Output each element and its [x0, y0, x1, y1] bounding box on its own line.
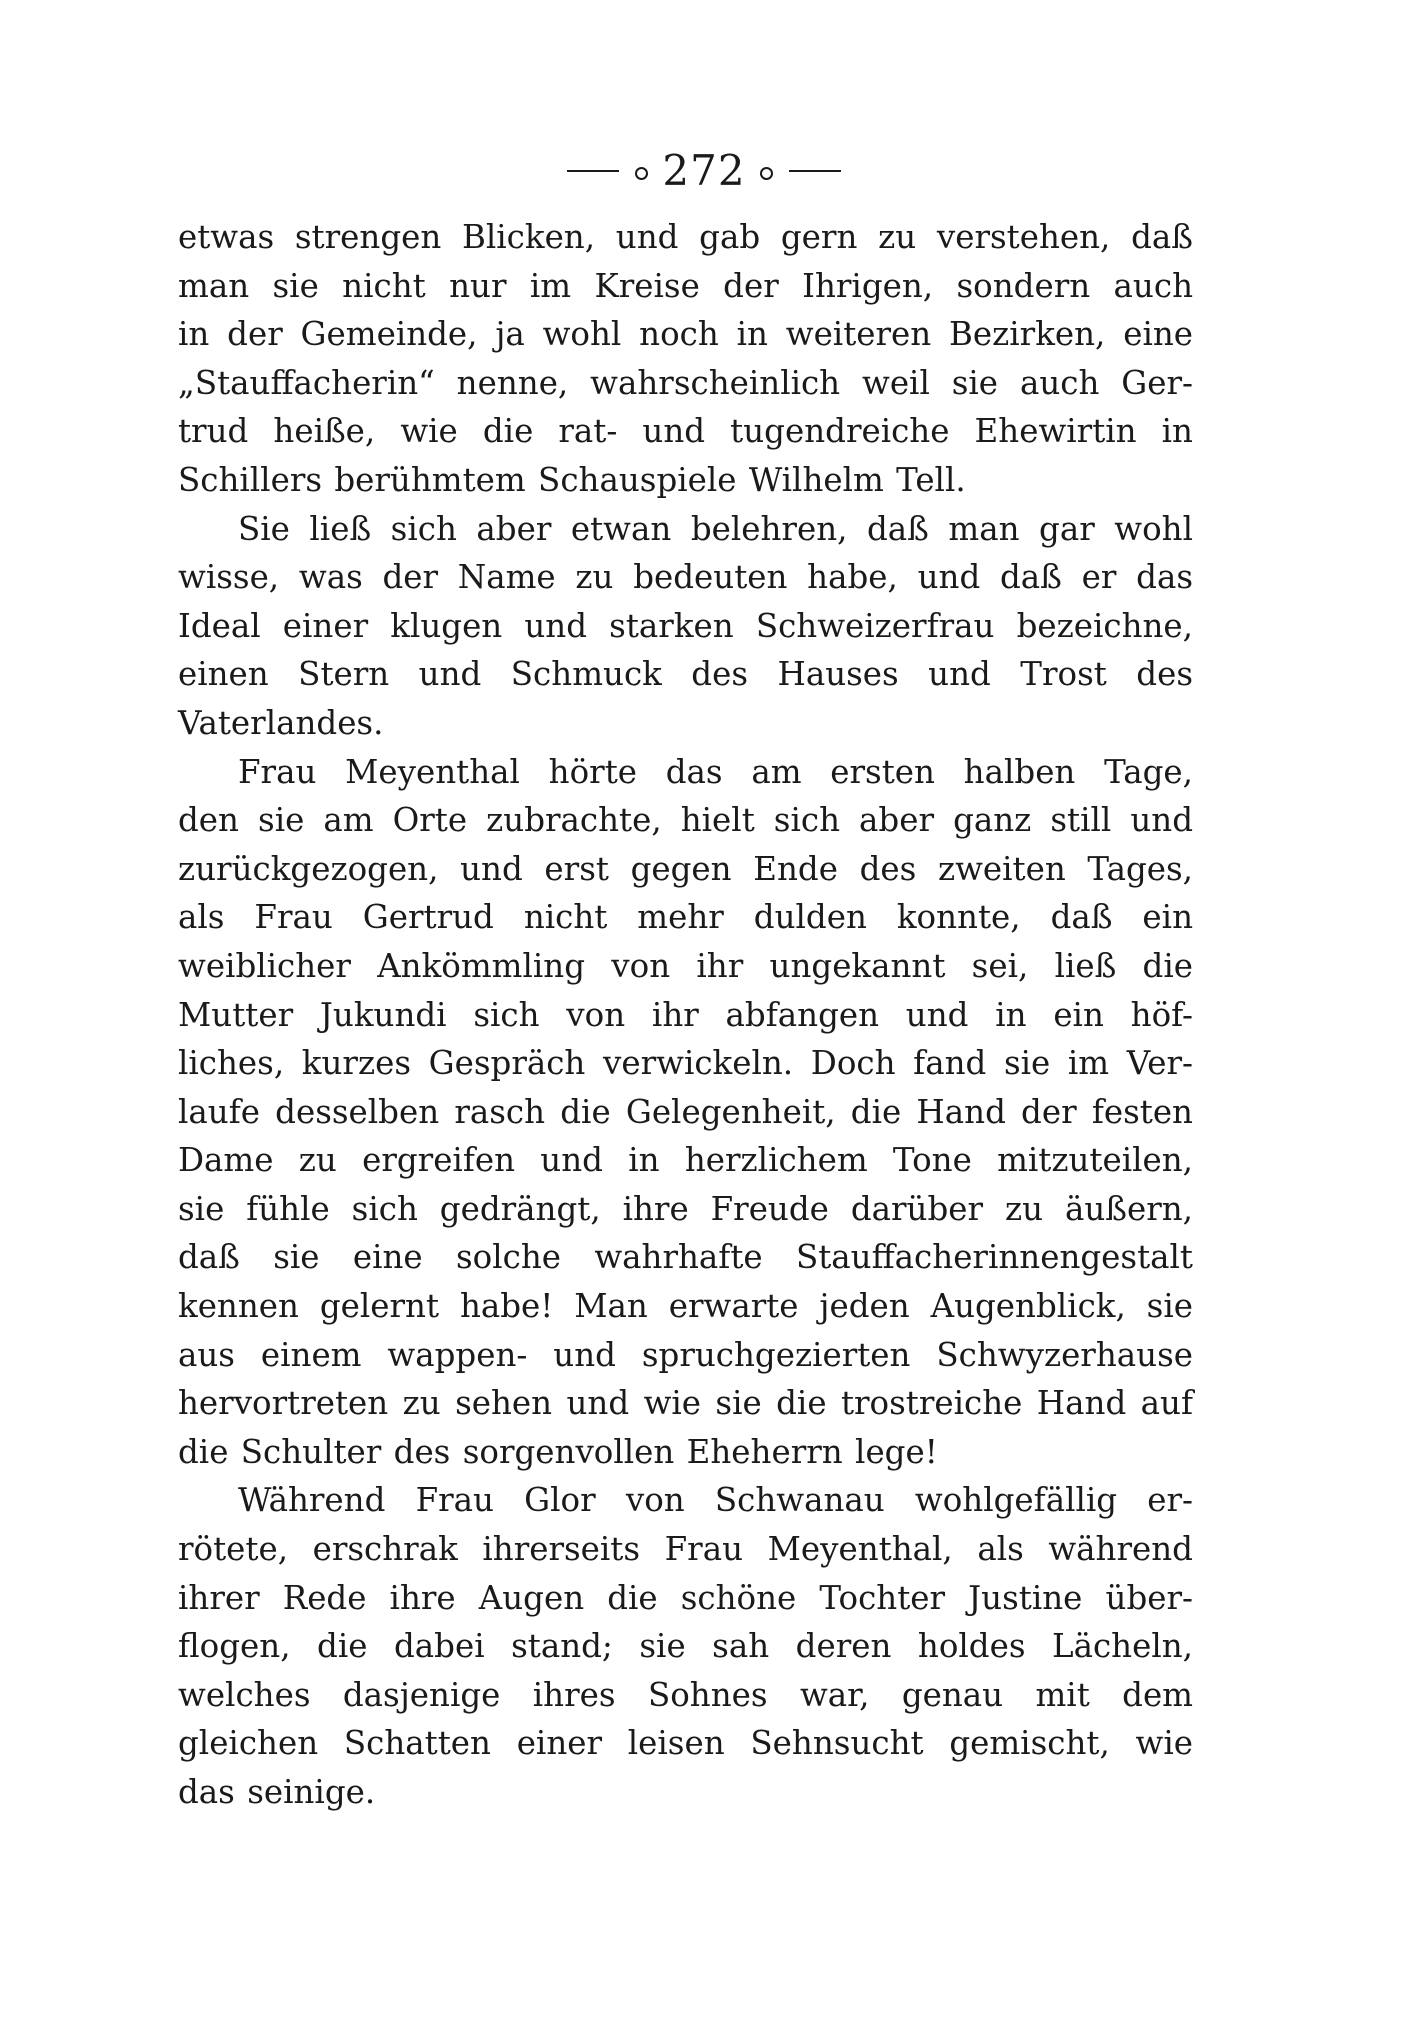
text-line: man sie nicht nur im Kreise der Ihrigen, sondern auch [178, 266, 1193, 305]
header-ornament-left [635, 167, 648, 180]
paragraph-1 [178, 213, 1193, 505]
text-line: die Schulter des sorgenvollen Eheherrn lege! [178, 1432, 938, 1471]
text-line: rötete, erschrak ihrerseits Frau Meyenthal, als während [178, 1530, 1193, 1569]
text-line: weiblicher Ankömmling von ihr ungekannt sei, ließ die [178, 946, 1193, 985]
paragraph-4 [178, 1476, 1193, 1816]
text-line: welches dasjenige ihres Sohnes war, genau mit dem [178, 1675, 1193, 1714]
text-line: aus einem wappen- und spruchgezierten Schwyzerhause [178, 1335, 1193, 1374]
text-line: ihrer Rede ihre Augen die schöne Tochter Justine über- [178, 1578, 1193, 1617]
header-ornament-right [760, 167, 773, 180]
header-rule-right [789, 170, 841, 172]
body-text [178, 213, 1193, 1817]
text-line: „Stauffacherin“ nenne, wahrscheinlich weil sie auch Ger- [178, 363, 1193, 402]
text-line: Ideal einer klugen und starken Schweizerfrau bezeichne, [178, 606, 1193, 645]
text-line: gleichen Schatten einer leisen Sehnsucht gemischt, wie [178, 1724, 1193, 1763]
text-line: sie fühle sich gedrängt, ihre Freude darüber zu äußern, [178, 1189, 1193, 1228]
text-line: wisse, was der Name zu bedeuten habe, und daß er das [178, 558, 1193, 597]
paragraph-2 [178, 505, 1193, 748]
text-line: Während Frau Glor von Schwanau wohlgefällig er- [238, 1481, 1193, 1520]
text-line: in der Gemeinde, ja wohl noch in weiteren Bezirken, eine [178, 315, 1193, 354]
text-line: hervortreten zu sehen und wie sie die trostreiche Hand auf [178, 1384, 1193, 1423]
text-line: Schillers berühmtem Schauspiele Wilhelm Tell. [178, 460, 966, 499]
text-line: laufe desselben rasch die Gelegenheit, die Hand der festen [178, 1092, 1193, 1131]
text-line: liches, kurzes Gespräch verwickeln. Doch fand sie im Ver- [178, 1044, 1193, 1083]
text-line: flogen, die dabei stand; sie sah deren holdes Lächeln, [178, 1627, 1193, 1666]
text-line: kennen gelernt habe! Man erwarte jeden Augenblick, sie [178, 1287, 1193, 1326]
text-line: daß sie eine solche wahrhafte Stauffacherinnengestalt [178, 1238, 1193, 1277]
text-line: trud heiße, wie die rat- und tugendreiche Ehewirtin in [178, 412, 1193, 451]
paragraph-3 [178, 748, 1193, 1477]
text-line: den sie am Orte zubrachte, hielt sich aber ganz still und [178, 801, 1193, 840]
text-line: etwas strengen Blicken, und gab gern zu verstehen, daß [178, 218, 1193, 256]
text-line: das seinige. [178, 1773, 376, 1811]
text-line: Frau Meyenthal hörte das am ersten halben Tage, [238, 752, 1193, 791]
text-line: Mutter Jukundi sich von ihr abfangen und in ein höf- [178, 995, 1193, 1034]
text-line: Sie ließ sich aber etwan belehren, daß man gar wohl [238, 509, 1193, 548]
text-line: als Frau Gertrud nicht mehr dulden konnte, daß ein [178, 898, 1193, 937]
text-line: Dame zu ergreifen und in herzlichem Tone mitzuteilen, [178, 1141, 1193, 1180]
text-line: einen Stern und Schmuck des Hauses und Trost des [178, 655, 1193, 694]
text-line: zurückgezogen, und erst gegen Ende des zweiten Tages, [178, 849, 1193, 888]
page-header [0, 138, 1408, 201]
header-rule-left [567, 170, 619, 172]
page-number: 272 [662, 146, 746, 195]
text-line: Vaterlandes. [178, 703, 384, 742]
